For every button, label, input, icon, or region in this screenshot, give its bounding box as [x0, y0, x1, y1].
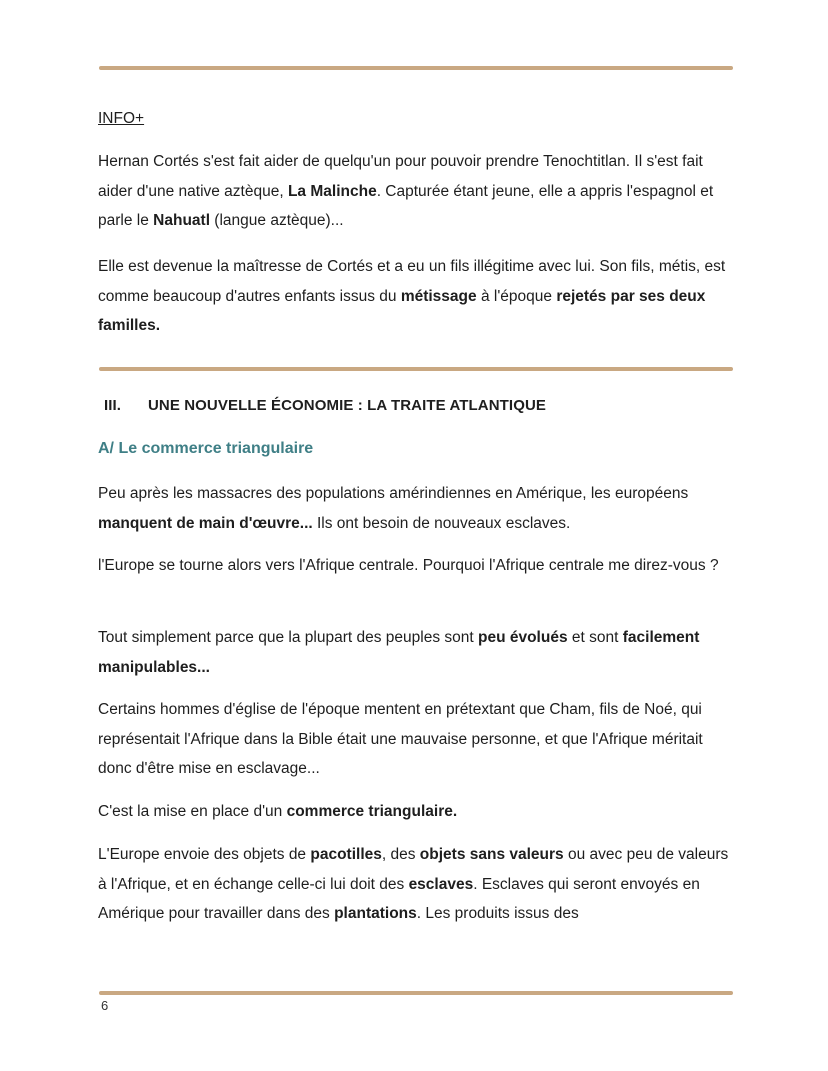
footer-divider [99, 991, 733, 995]
top-divider [99, 66, 733, 70]
section-number: III. [104, 397, 122, 414]
paragraph-afrique-centrale: l'Europe se tourne alors vers l'Afrique centrale. Pourquoi l'Afrique centrale me direz-vous ? [98, 557, 719, 574]
subsection-title: A/ Le commerce triangulaire [98, 440, 314, 457]
section-heading [104, 397, 546, 414]
info-label: INFO+ [98, 110, 145, 127]
section-divider [99, 367, 733, 371]
paragraph-pacotilles: L'Europe envoie des objets de pacotilles, des objets sans valeurs ou avec peu de valeurs à l'Afrique, et en échange celle-ci lui doit des esclaves. Esclaves qui seront envoyés en Amérique pour travailler dans des plantations. Les produits issus des [98, 846, 729, 922]
paragraph-cham: Certains hommes d'église de l'époque mentent en prétextant que Cham, fils de Noé, qui représentait l'Afrique dans la Bible était une mauvaise personne, et que l'Afrique méritait donc d'être mise en esclavage... [98, 701, 703, 777]
paragraph-main-oeuvre: Peu après les massacres des populations amérindiennes en Amérique, les européens manquent de main d'œuvre... Ils ont besoin de nouveaux esclaves. [98, 485, 689, 532]
paragraph-cortes-son: Elle est devenue la maîtresse de Cortés et a eu un fils illégitime avec lui. Son fils, métis, est comme beaucoup d'autres enfants issus du métissage à l'époque rejetés par ses deux familles. [98, 258, 726, 334]
paragraph-commerce: C'est la mise en place d'un commerce triangulaire. [98, 803, 458, 820]
paragraph-malinche: Hernan Cortés s'est fait aider de quelqu'un pour pouvoir prendre Tenochtitlan. Il s'est fait aider d'une native aztèque, La Malinche. Capturée étant jeune, elle a appris l'espagnol et parle le Nahuatl (langue aztèque)... [98, 153, 714, 229]
page-number: 6 [101, 998, 109, 1013]
section-title: UNE NOUVELLE ÉCONOMIE : LA TRAITE ATLANTIQUE [148, 397, 547, 414]
paragraph-peuples: Tout simplement parce que la plupart des peuples sont peu évolués et sont facilement manipulables... [98, 629, 700, 676]
